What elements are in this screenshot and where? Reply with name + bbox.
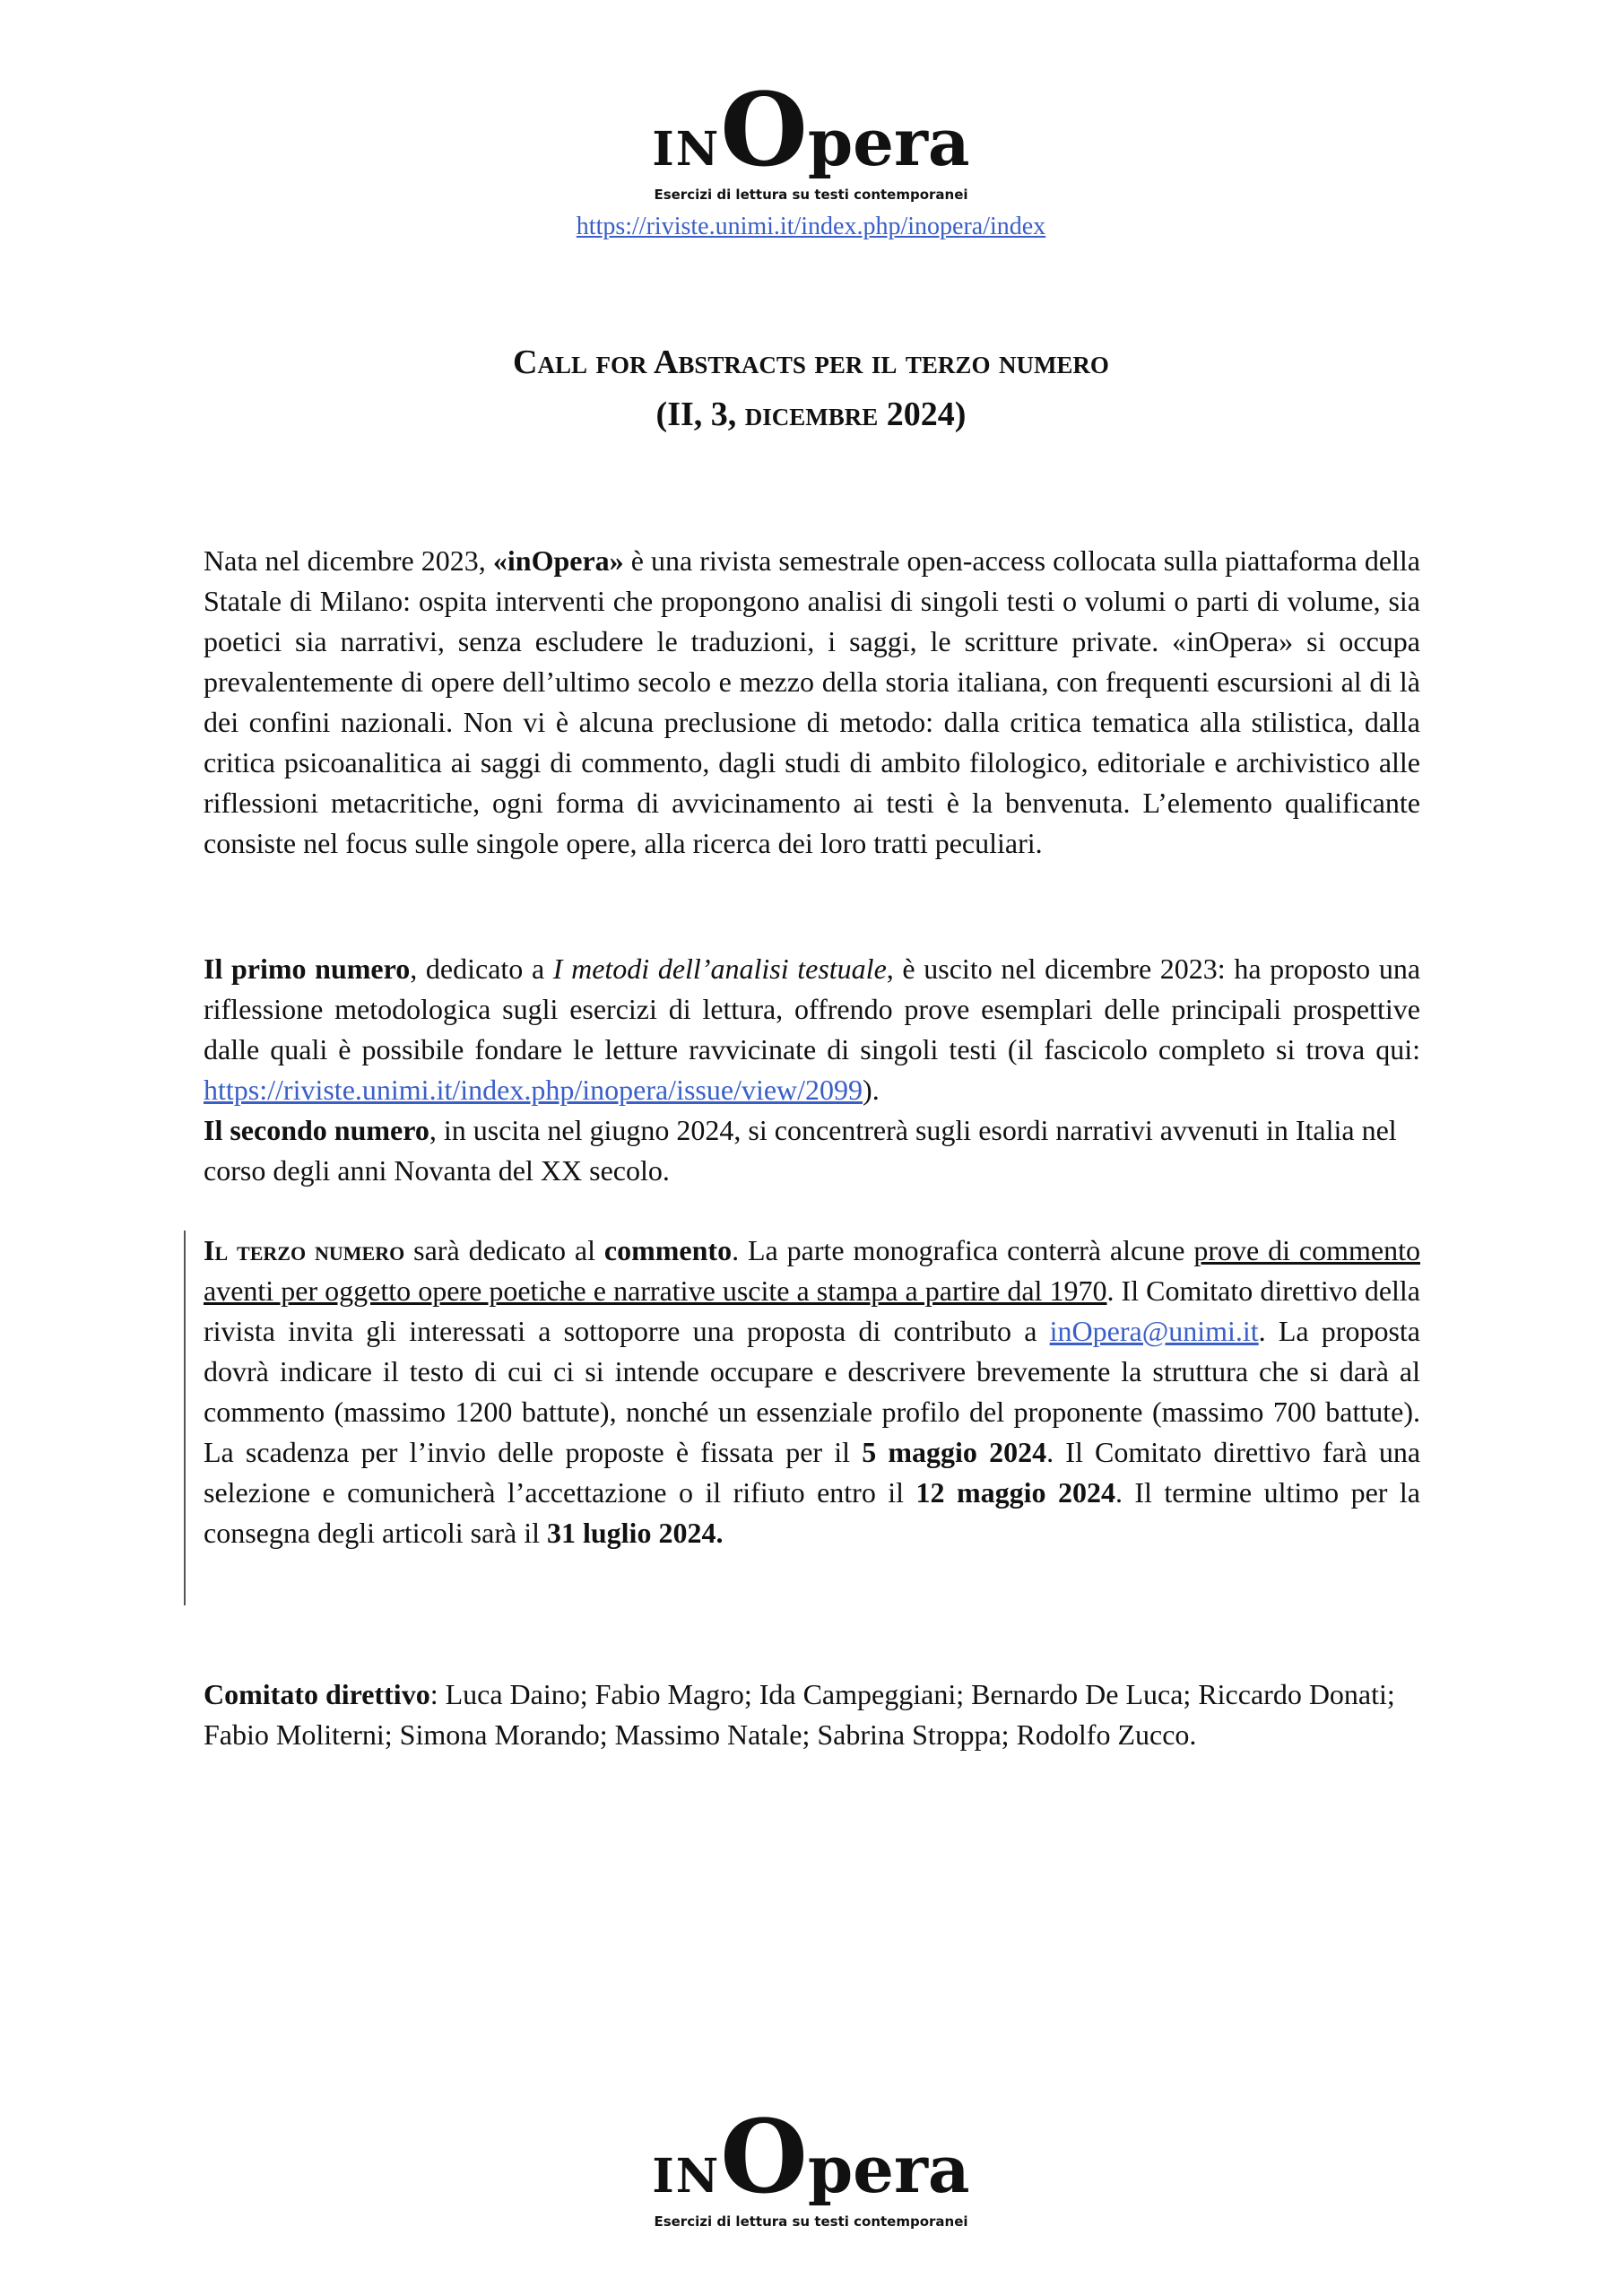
- logo-tagline: Esercizi di lettura su testi contemporanei: [654, 187, 968, 203]
- deadline-date-1: 5 maggio 2024: [862, 1436, 1047, 1468]
- committee-label: Comitato direttivo: [204, 1678, 430, 1710]
- page-title: [0, 336, 1622, 440]
- title-line-2: (II, 3, dicembre 2024): [655, 396, 967, 433]
- logo-wordmark: [0, 72, 1622, 189]
- third-issue-text-i: . Il termine ultimo per la consegna degli articoli sarà il: [204, 1476, 1421, 1549]
- deadline-date-3: 31 luglio 2024.: [546, 1517, 724, 1549]
- third-issue-text-g: . La proposta dovrà indicare il testo di cui ci si intende occupare e descrivere brevemente la struttura che si darà al commento (massimo 1200 battute), nonché un essenziale profilo del proponente (massimo 700 battute). La scadenza per l’invio delle proposte è fissata per il: [204, 1315, 1421, 1468]
- first-issue-title: I metodi dell’analisi testuale: [552, 952, 887, 985]
- first-issue-label: Il primo numero: [204, 952, 411, 985]
- committee-paragraph: [204, 1674, 1420, 1755]
- third-issue-label: Il terzo numero: [204, 1234, 405, 1266]
- committee-members: : Luca Daino; Fabio Magro; Ida Campeggiani; Bernardo De Luca; Riccardo Donati; Fabio Moliterni; Simona Morando; Massimo Natale; Sabrina Stroppa; Rodolfo Zucco.: [204, 1678, 1395, 1751]
- logo-pera-bottom: pera: [807, 2131, 970, 2207]
- email-link[interactable]: inOpera@unimi.it: [1049, 1315, 1259, 1347]
- journal-logo-top: [0, 72, 1622, 203]
- third-issue-text-h: . Il Comitato direttivo farà una selezione e comunicherà l’accettazione o il rifiuto entro il: [204, 1436, 1421, 1509]
- title-line-1: Call for Abstracts per il terzo numero: [513, 344, 1109, 381]
- margin-bar: [184, 1231, 186, 1605]
- deadline-date-2: 12 maggio 2024: [915, 1476, 1115, 1509]
- issues-paragraph: [204, 949, 1420, 1191]
- journal-logo-bottom: [0, 2099, 1622, 2230]
- intro-text-a: Nata nel dicembre 2023,: [204, 544, 493, 577]
- first-issue-text-e: ).: [863, 1074, 880, 1106]
- logo-o: O: [720, 72, 808, 189]
- journal-name-bold: «inOpera»: [492, 544, 624, 577]
- third-issue-text-b: sarà dedicato al: [404, 1234, 604, 1266]
- intro-text-c: è una rivista semestrale open-access collocata sulla piattaforma della Statale di Milano: ospita interventi che propongono analisi di singoli testi o volumi o parti di volume, sia poetici sia narrativi, senza escludere le traduzioni, i saggi, le scritture private. «inOpera» si occupa prevalentemente di opere dell’ultimo secolo e mezzo della storia italiana, con frequenti escursioni al di là dei confini nazionali. Non vi è alcuna preclusione di metodo: dalla critica tematica alla stilistica, dalla critica psicoanalitica ai saggi di commento, dagli studi di ambito filologico, editoriale e archivistico alle riflessioni metacritiche, ogni forma di avvicinamento ai testi è la benvenuta. L’elemento qualificante consiste nel focus sulle singole opere, alla ricerca dei loro tratti peculiari.: [204, 544, 1421, 859]
- logo-tagline-bottom: Esercizi di lettura su testi contemporanei: [654, 2213, 968, 2230]
- logo-o-bottom: O: [720, 2099, 808, 2216]
- third-issue-text-d: . La parte monografica conterrà alcune: [732, 1234, 1194, 1266]
- commento-bold: commento: [603, 1234, 733, 1266]
- first-issue-text-d: , è uscito nel dicembre 2023: ha proposto una riflessione metodologica sugli esercizi di lettura, offrendo prove esemplari delle principali prospettive dalle quali è possibile fondare le letture ravvicinate di singoli testi (il fascicolo completo si trova qui:: [204, 952, 1421, 1065]
- first-issue-text-b: , dedicato a: [410, 952, 553, 985]
- intro-paragraph: [204, 541, 1420, 864]
- second-issue-text: , in uscita nel giugno 2024, si concentrerà sugli esordi narrativi avvenuti in Italia nel corso degli anni Novanta del XX secolo.: [204, 1114, 1397, 1187]
- third-issue-paragraph: [204, 1231, 1420, 1553]
- journal-website-link[interactable]: https://riviste.unimi.it/index.php/inopera/index: [576, 213, 1046, 240]
- logo-pera: pera: [807, 104, 970, 180]
- first-issue-link[interactable]: https://riviste.unimi.it/index.php/inopera/issue/view/2099: [204, 1074, 863, 1106]
- second-issue-label: Il secondo numero: [204, 1114, 429, 1146]
- logo-in: IN: [652, 122, 721, 177]
- logo-in-bottom: IN: [652, 2149, 721, 2204]
- third-issue-underlined: prove di commento aventi per oggetto opere poetiche e narrative uscite a stampa a partire dal 1970: [204, 1234, 1420, 1307]
- third-issue-text-f: . Il Comitato direttivo della rivista invita gli interessati a sottoporre una proposta di contributo a: [204, 1274, 1420, 1347]
- logo-wordmark-bottom: [0, 2099, 1622, 2216]
